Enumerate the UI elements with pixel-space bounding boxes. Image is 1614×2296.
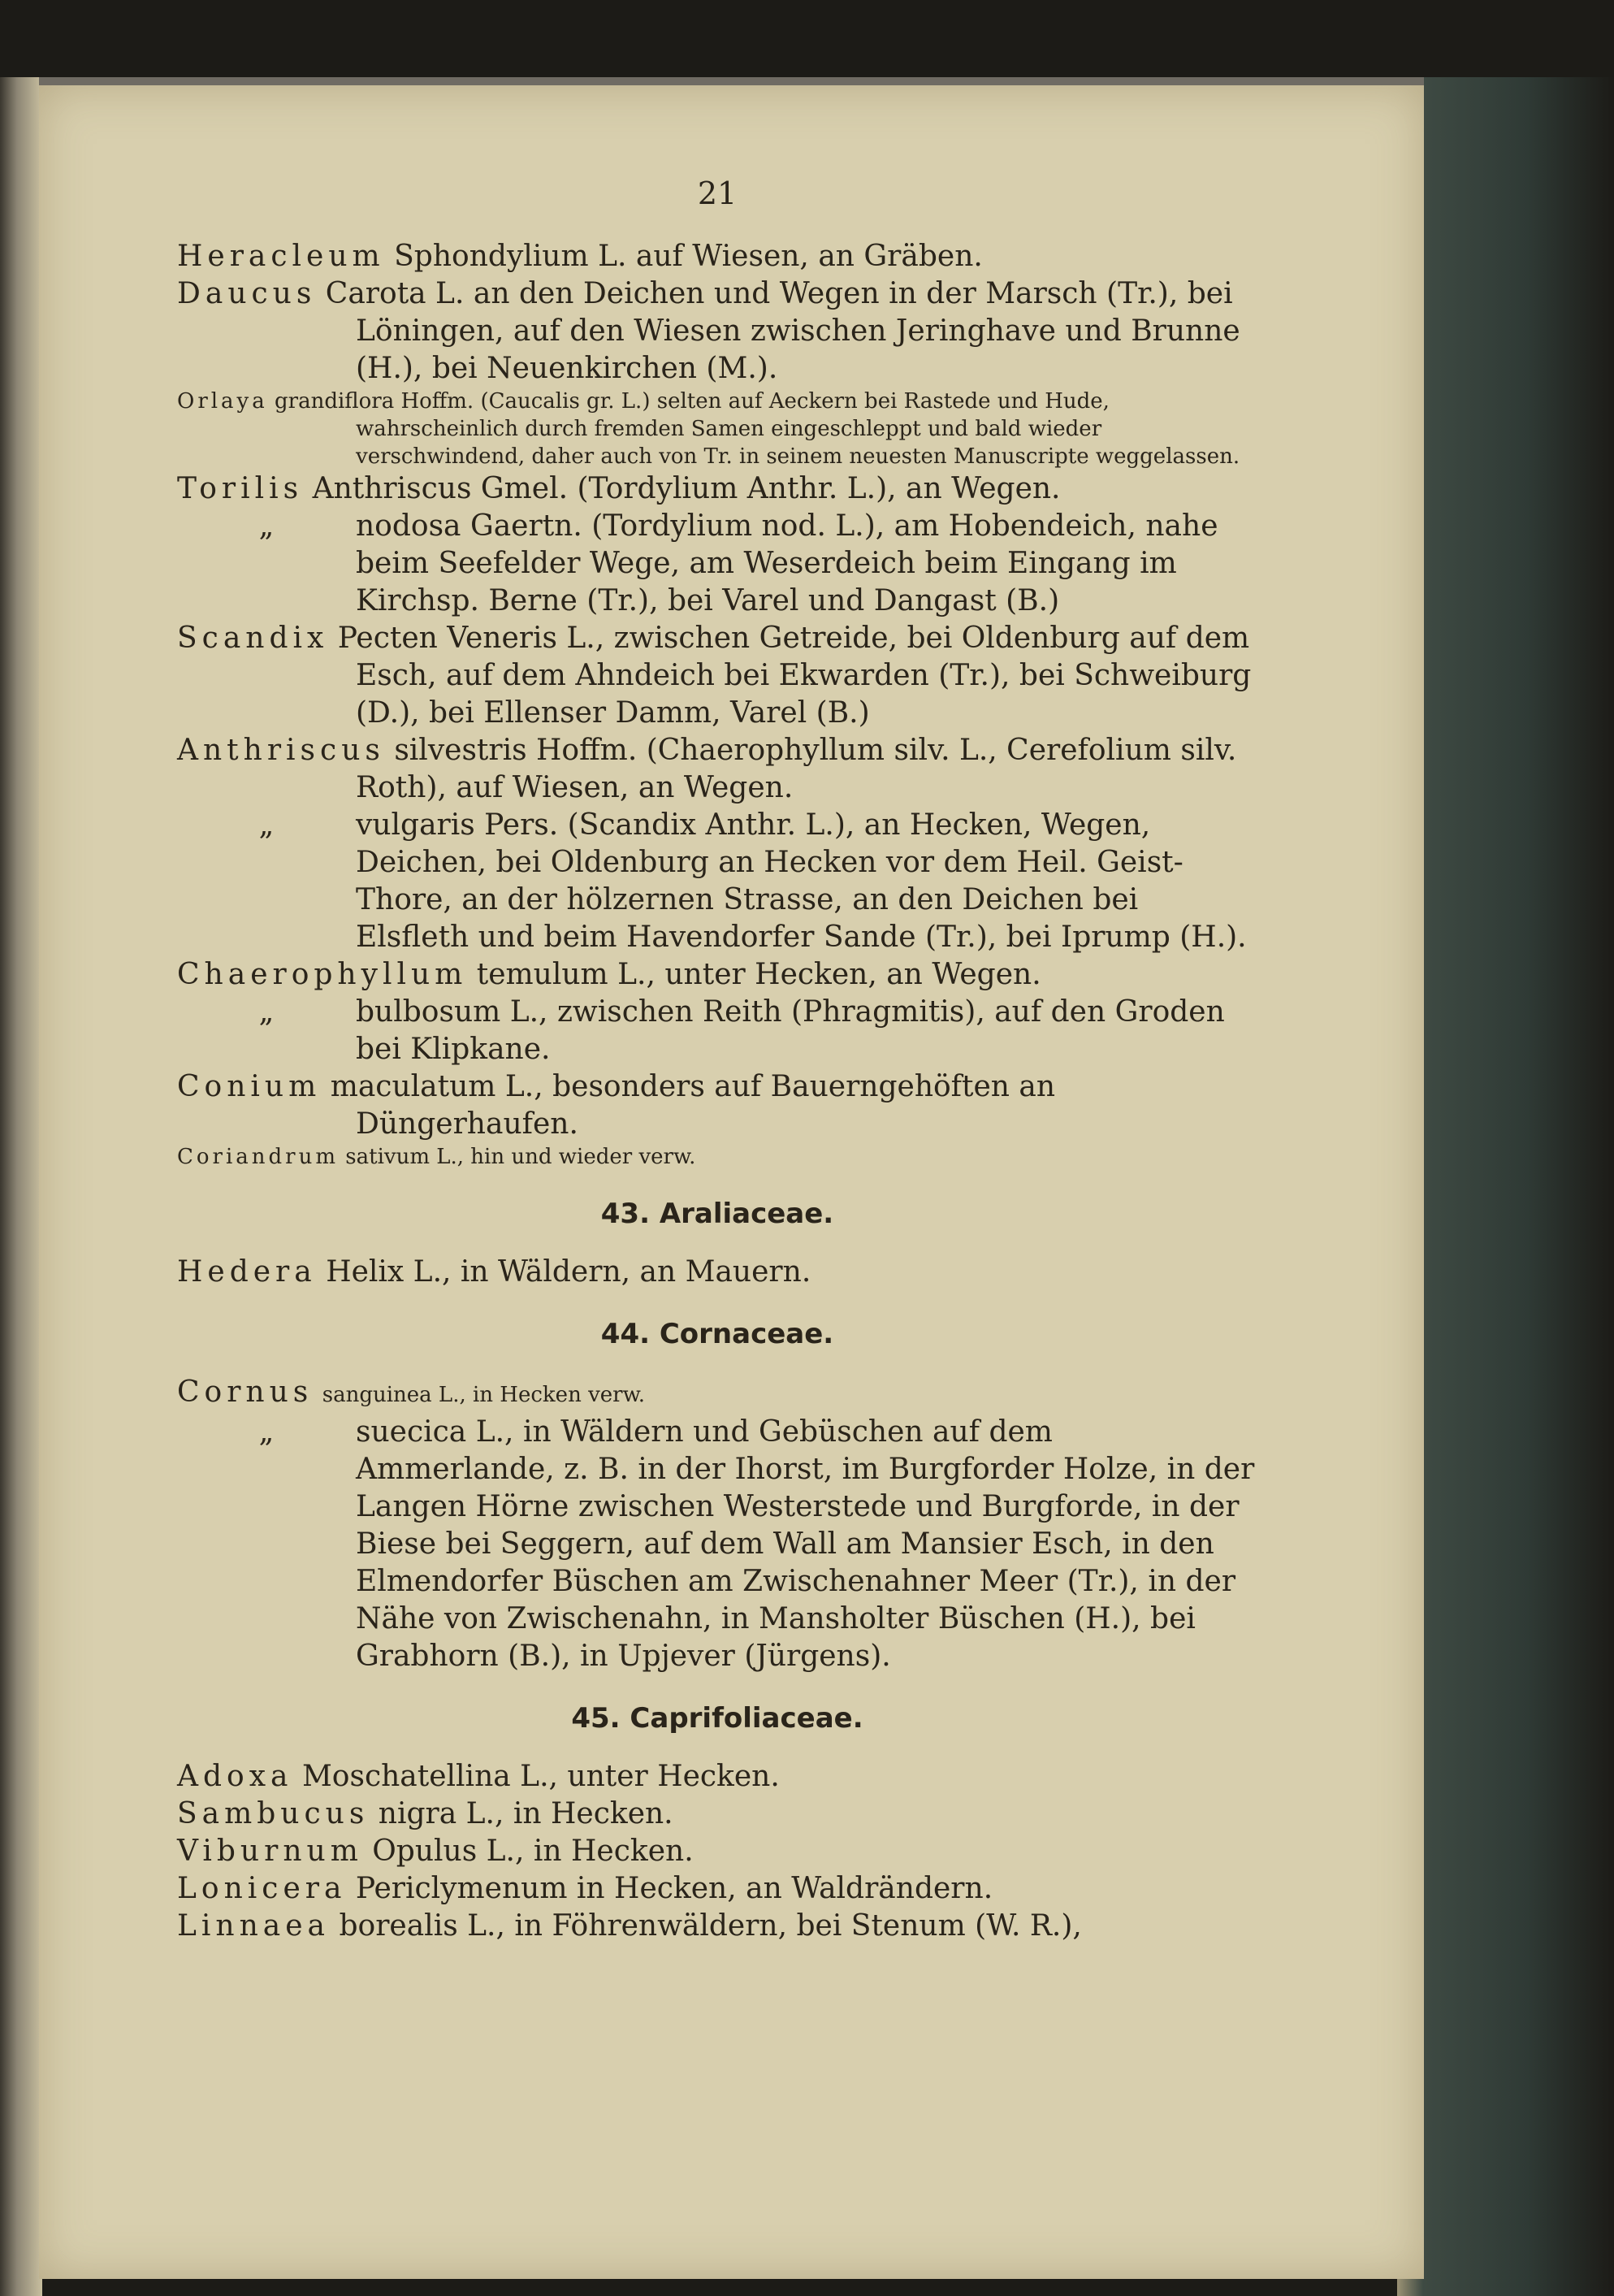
entry-torilis-nodosa: „ nodosa Gaertn. (Tordylium nod. L.), am Hobendeich, nahe beim Seefelder Wege, am Weserdeich beim Eingang im Kirchsp. Berne (Tr.), bei Varel und Dangast (B.): [258, 509, 1218, 617]
entry-viburnum: Viburnum Opulus L., in Hecken.: [177, 1835, 694, 1868]
page-content: [177, 175, 1257, 1945]
entry-chaerophyllum-bulbosum: „ bulbosum L., zwischen Reith (Phragmitis), auf den Groden bei Klipkane.: [258, 995, 1225, 1066]
section-heading-44: 44. Cornaceae.: [600, 1318, 834, 1350]
entry-sambucus: Sambucus nigra L., in Hecken.: [177, 1797, 673, 1830]
book-spine: [0, 77, 42, 2296]
entry-chaerophyllum: Chaerophyllum temulum L., unter Hecken, an Wegen.: [177, 958, 1041, 991]
book-edge: [1397, 77, 1614, 2296]
page-number: 21: [697, 175, 738, 211]
entry-linnaea: Linnaea borealis L., in Föhrenwäldern, bei Stenum (W. R.),: [177, 1909, 1082, 1943]
entry-conium: Conium maculatum L., besonders auf Bauerngehöften an Düngerhaufen.: [177, 1070, 1056, 1141]
book-page: [39, 77, 1424, 2279]
entry-adoxa: Adoxa Moschatellina L., unter Hecken.: [177, 1760, 780, 1793]
entry-heracleum: Heracleum Sphondylium L. auf Wiesen, an Gräben.: [177, 240, 983, 273]
entry-anthriscus-vulgaris: „ vulgaris Pers. (Scandix Anthr. L.), an Hecken, Wegen, Deichen, bei Oldenburg an Hecken vor dem Heil. Geist-Thore, an der hölzernen Strasse, an den Deichen bei Elsfleth und beim Havendorfer Sande (Tr.), bei Iprump (H.).: [258, 808, 1247, 954]
entry-lonicera: Lonicera Periclymenum in Hecken, an Waldrändern.: [177, 1872, 993, 1905]
entry-coriandrum: Coriandrum sativum L., hin und wieder verw.: [177, 1145, 696, 1169]
entry-cornus: Cornus sanguinea L., in Hecken verw.: [177, 1375, 646, 1409]
entry-orlaya: Orlaya grandiflora Hoffm. (Caucalis gr. L.) selten auf Aeckern bei Rastede und Hude, wahrscheinlich durch fremden Samen eingeschleppt und bald wieder verschwindend, daher auch von Tr. in seinem neuesten Manuscripte weggelassen.: [177, 389, 1240, 469]
section-heading-43: 43. Araliaceae.: [600, 1198, 834, 1230]
entry-daucus: Daucus Carota L. an den Deichen und Wegen in der Marsch (Tr.), bei Löningen, auf den Wiesen zwischen Jeringhave und Brunne (H.), bei Neuenkirchen (M.).: [177, 277, 1240, 385]
entry-hedera: Hedera Helix L., in Wäldern, an Mauern.: [177, 1255, 811, 1289]
entry-scandix: Scandix Pecten Veneris L., zwischen Getreide, bei Oldenburg auf dem Esch, auf dem Ahndeich bei Ekwarden (Tr.), bei Schweiburg (D.), bei Ellenser Damm, Varel (B.): [177, 622, 1252, 730]
section-heading-45: 45. Caprifoliaceae.: [571, 1702, 863, 1735]
entry-cornus-suecica: „ suecica L., in Wäldern und Gebüschen auf dem Ammerlande, z. B. in der Ihorst, im Burgforder Holze, in der Langen Hörne zwischen Westerstede und Burgforde, in der Biese bei Seggern, auf dem Wall am Mansier Esch, in den Elmendorfer Büschen am Zwischenahner Meer (Tr.), in der Nähe von Zwischenahn, in Mansholter Büschen (H.), bei Grabhorn (B.), in Upjever (Jürgens).: [258, 1415, 1255, 1673]
entry-torilis: Torilis Anthriscus Gmel. (Tordylium Anthr. L.), an Wegen.: [177, 472, 1061, 505]
entry-anthriscus: Anthriscus silvestris Hoffm. (Chaerophyllum silv. L., Cerefolium silv. Roth), auf Wiesen, an Wegen.: [177, 734, 1237, 804]
